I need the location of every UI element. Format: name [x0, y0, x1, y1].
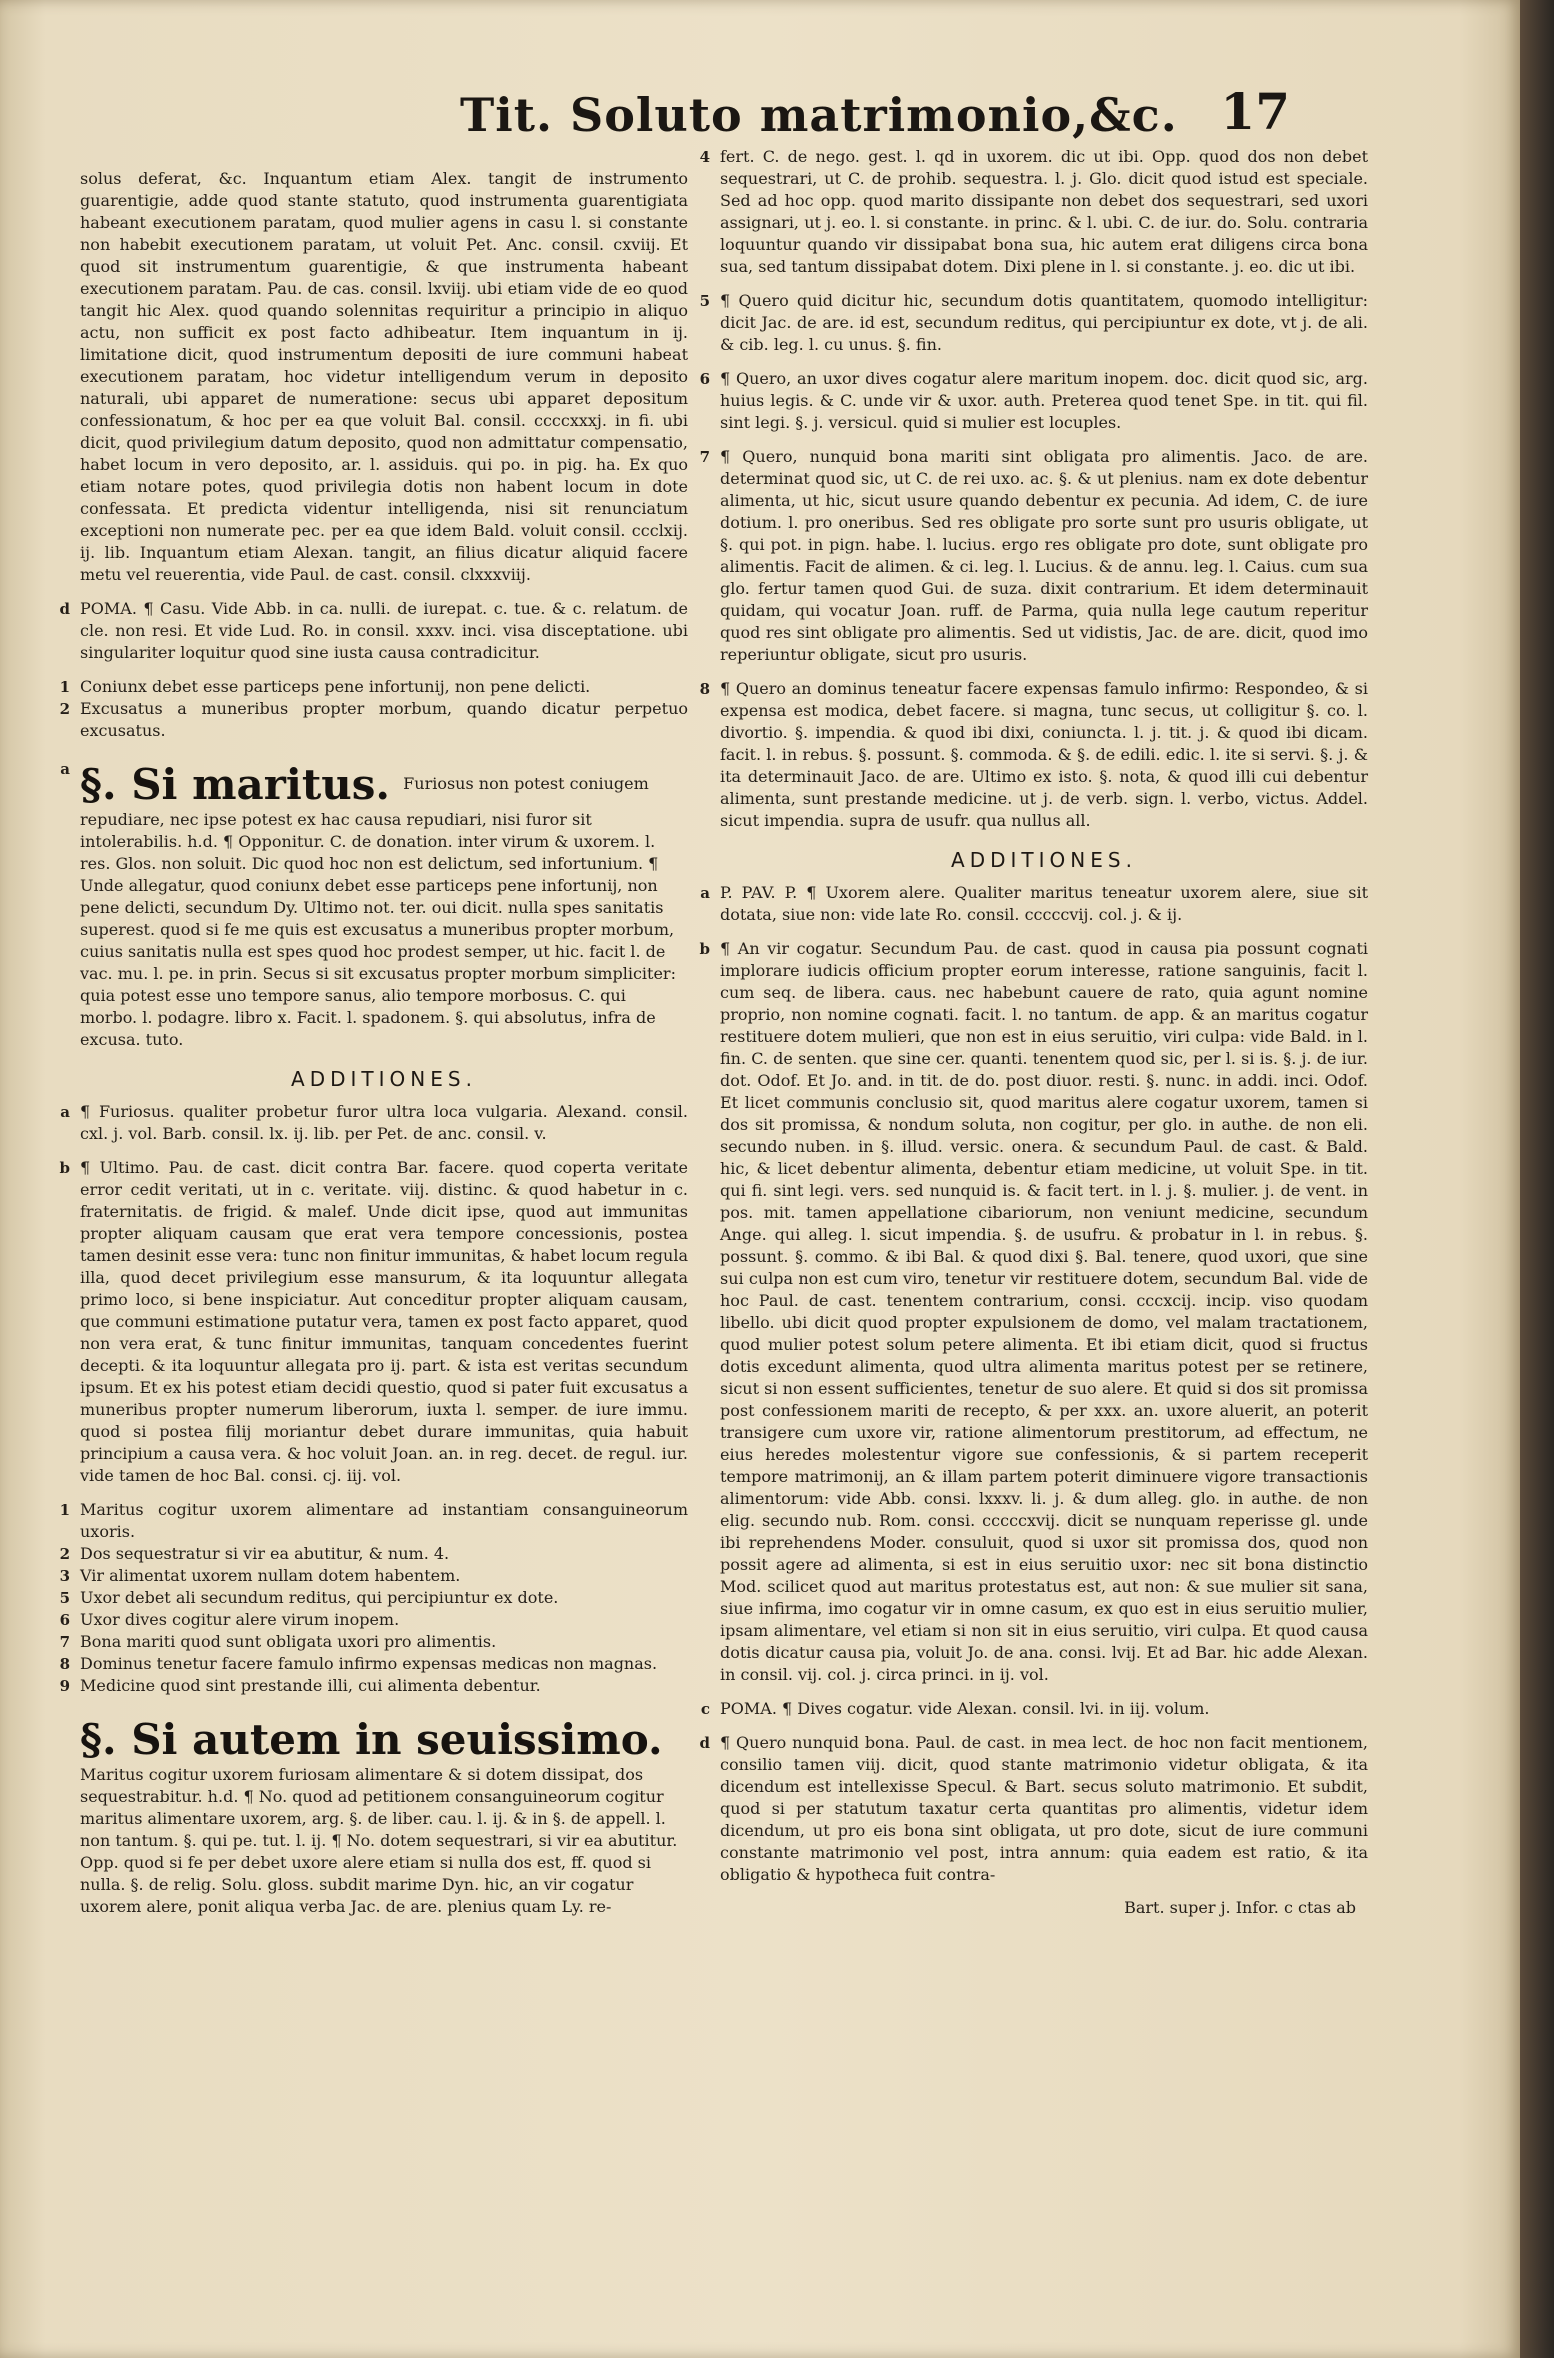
summary-item: 8 Dominus tenetur facere famulo infirmo expensas medicas non magnas. — [59, 1654, 658, 1673]
summary-item: 2 Dos sequestratur si vir ea abutitur, & num. 4. — [59, 1544, 450, 1563]
section-text: Furiosus non potest coniugem repudiare, nec ipse potest ex hac causa repudiari, nisi furor sit intolerabilis. h.d. ¶ Opponitur. C. de donation. inter virum & uxorem. l. res. Glos. non soluit. Dic quod hoc non est delictum, sed infortunium. ¶ Unde allegatur, quod coniunx debet esse particeps pene infortunij, non pene delicti, secundum Dy. Ultimo not. ter. oui dicit. nulla spes sanitatis superest. quod si fe me quis est excusatus a muneribus propter morbum, cuius sanitatis nulla est spes quod hoc prodest semper, ut hic. facit l. de vac. mu. l. pe. in prin. Secus si sit excusatus propter morbum simpliciter: quia potest esse uno tempore sanus, alio tempore morbosus. C. qui morbo. l. podagre. libro x. Facit. l. spadonem. §. qui absolutus, infra de excusa. tuto. — [80, 774, 676, 1049]
right-paragraph: 6 ¶ Quero, an uxor dives cogatur alere maritum inopem. doc. dicit quod sic, arg. huius legis. & C. unde vir & uxor. auth. Preterea quod tenet Spe. in tit. qui fil. sint legi. §. j. versicul. quid si mulier est locuples. — [699, 369, 1368, 432]
addition-item: b ¶ An vir cogatur. Secundum Pau. de cast. quod in causa pia possunt cognati implorare iudicis officium propter eorum interesse, ratione sanguinis, facit l. cum seq. de libera. caus. nec habebunt cauere de rato, quia agunt nomine proprio, non nomine cognati. facit. l. no tantum. de app. & an maritus cogatur restituere dotem mulieri, que non est in eius seruitio, viri culpa: vide Bald. in l. fin. C. de senten. que sine cer. quanti. tenentem quod sic, per l. si is. §. j. de iur. dot. Odof. Et Jo. and. in tit. de do. post diuor. resti. §. nunc. in addi. inci. Odof. Et licet communis conclusio sit, quod maritus alere cogatur uxorem, tamen si dos sit promissa, & nondum soluta, non cogitur, per glo. in authe. de non eli. secundo nuben. in §. illud. versic. onera. & secundum Paul. de cast. & Bald. hic, & licet debentur alimenta, debentur etiam medicine, ut voluit Spe. in tit. qui fi. sint legi. vers. sed nunquid is. & facit tert. in l. j. §. mulier. j. de vent. in pos. mit. tamen appellatione cibariorum, non veniunt medicine, secundum Ange. qui alleg. l. sicut impendia. §. de usufru. & probatur in l. in rebus. §. possunt. §. commo. & ibi Bal. & quod dixi §. Bal. tenere, quod uxori, que sine sui culpa non est cum viro, tenetur vir restituere dotem, secundum Bal. vide de hoc Paul. de cast. tenentem contrarium, consi. cccxcij. incip. viso quodam libello. ubi dicit quod propter expulsionem de domo, vel malam tractationem, quod mulier potest solum petere alimenta. Et ibi etiam dicit, quod si fructus dotis excedunt alimenta, quod ultra alimenta maritus potest per se retinere, sicut si non essent sufficientes, tenetur de suo alere. Et quid si dos sit promissa post confessionem mariti de recepto, & per xxx. an. uxore aluerit, an poterit transigere cum uxore vir, ratione alimentorum prestitorum, ad effectum, ne eius heredes molestentur vigore sue confessionis, & si partem receperit tempore matrimonij, an & illam partem poterit diminuere vigore transactionis alimentorum: vide Abb. consi. lxxxv. li. j. & dum alleg. glo. in authe. de non elig. secundo nub. Rom. consi. cccccxvij. dicit se nunquam reperisse gl. unde ibi reprehendens Moder. consuluit, quod si uxor sit promissa dos, quod non possit agere ad alimenta, si est in eius seruitio uxor: nec sit bona distinctio Mod. scilicet quod aut maritus protestatus est, aut non: & sue mulier sit sana, siue infirma, imo cogatur vir in omne casum, ex quo est in eius seruitio mulier, ipsam alimentare, vel etiam si non sit in eius seruitio, viri culpa. Et quod causa dotis dicatur causa pia, voluit Jo. de ana. consi. lvij. Et ad Bar. hic adde Alexan. in consil. vij. col. j. circa princi. in ij. vol. — [699, 939, 1368, 1684]
summary-item: 7 Bona mariti quod sunt obligata uxori pro alimentis. — [59, 1632, 497, 1651]
right-paragraph: 5 ¶ Quero quid dicitur hic, secundum dotis quantitatem, quomodo intelligitur: dicit Jac. de are. id est, secundum reditus, qui percipiuntur ex dote, vt j. de ali. & cib. leg. l. cu unus. §. fin. — [699, 291, 1368, 354]
catchword: Bart. super j. Infor. c ctas ab — [1124, 1898, 1356, 1917]
right-paragraph: 4 fert. C. de nego. gest. l. qd in uxorem. dic ut ibi. Opp. quod dos non debet sequestrari, ut C. de prohib. sequestra. l. j. Glo. dicit quod istud est speciale. Sed ad hoc opp. quod marito dissipante non debet dos sequestrari, sed uxori assignari, ut j. eo. l. si constante. in princ. & l. ubi. C. de iur. do. Solu. contraria loquuntur quando vir dissipabat bona sua, hic autem erat diligens circa bona sua, sed tantum dissipabat dotem. Dixi plene in l. si constante. j. eo. dic ut ibi. — [699, 147, 1368, 276]
folio-number: 17 — [1220, 82, 1290, 141]
addition-item: d ¶ Quero nunquid bona. Paul. de cast. in mea lect. de hoc non facit mentionem, consilio tamen viij. dicit, quod stante matrimonio videtur obligata, & ita dicendum est intellexisse Specul. & Bart. secus soluto matrimonio. Et subdit, quod si per statutum taxatur certa quantitas pro alimentis, videtur idem dicendum, ut pro eis bona sint obligata, ut pro dote, sicut de iure communi constante matrimonio vel post, intra annum: quia eadem est ratio, & ita obligatio & hypotheca fuit contra- — [699, 1733, 1368, 1884]
addition-item: a ¶ Furiosus. qualiter probetur furor ultra loca vulgaria. Alexand. consil. cxl. j. vol. Barb. consil. lx. ij. lib. per Pet. de anc. consil. v. — [60, 1102, 688, 1143]
addition-item: b ¶ Ultimo. Pau. de cast. dicit contra Bar. facere. quod coperta veritate error cedit veritati, ut in c. veritate. viij. distinc. & quod habetur in c. fraternitatis. de frigid. & malef. Unde dicit ipse, quod aut immunitas propter aliquam causam que erat vera tempore concessionis, postea tamen desinit esse vera: tunc non finitur immunitas, & habet locum regula illa, quod decet privilegium esse mansurum, & ita loquuntur allegata primo loco, si bene inspiciatur. Aut conceditur propter aliquam causam, que communi estimatione putatur vera, tamen ex post facto apparet, quod non vera erat, & tunc finitur immunitas, tanquam concedentes fuerint decepti. & ita loquuntur allegata pro ij. part. & ista est veritas secundum ipsum. Et ex his potest etiam decidi questio, quod si pater fuit excusatus a muneribus propter numerum liberorum, iuxta l. semper. de iure immu. quod si postea filij moriantur debet durare immunitas, quia habuit principium a causa vera. & hoc voluit Joan. an. in reg. decet. de regul. iur. vide tamen de hoc Bal. consi. cj. iij. vol. — [59, 1158, 688, 1485]
summary-item: 5 Uxor debet ali secundum reditus, qui percipiuntur ex dote. — [59, 1588, 559, 1607]
addition-item: a P. PAV. P. ¶ Uxorem alere. Qualiter maritus teneatur uxorem alere, siue sit dotata, siue non: vide late Ro. consil. cccccvij. col. j. & ij. — [700, 883, 1368, 924]
summary-list-2 — [59, 1499, 688, 1697]
left-poma-paragraph: d POMA. ¶ Casu. Vide Abb. in ca. nulli. de iurepat. c. tue. & c. relatum. de cle. non resi. Et vide Lud. Ro. in consil. xxxv. inci. visa disceptatione. ubi singulariter loquitur quod sine iusta causa contradicitur. — [80, 598, 688, 664]
running-title: Tit. Soluto matrimonio,&c. — [460, 88, 1178, 142]
book-edge — [1520, 0, 1554, 2358]
section-title: §. Si autem in seuissimo. — [80, 1715, 663, 1764]
summary-list-1 — [59, 676, 688, 742]
summary-item: 3 Vir alimentat uxorem nullam dotem habentem. — [59, 1566, 461, 1585]
left-intro-paragraph: solus deferat, &c. Inquantum etiam Alex. tangit de instrumento guarentigie, adde quod stante statuto, quod instrumenta guarentigiata habeant executionem paratam, quod mulier agens in casu l. si constante non habebit executionem paratam, ut voluit Pet. Anc. consil. cxviij. Et quod sit instrumentum guarentigie, & que instrumenta habeant executionem paratam. Pau. de cas. consil. lxviij. ubi etiam vide de eo quod tangit hic Alex. quod quando solennitas requiritur a principio in aliquo actu, non sufficit ex post facto adhibeatur. Item inquantum in ij. limitatione dicit, quod instrumentum depositi de iure communi habeat executionem paratam, hoc videtur intelligendum verum in deposito naturali, ubi apparet de numeratione: secus ubi apparet depositum confessionatum, & hoc per ea que voluit Bal. consil. ccccxxxj. in fi. ubi dicit, quod privilegium datum deposito, quod non admittatur compensatio, habet locum in vero deposito, ar. l. assiduis. qui po. in pig. ha. Ex quo etiam notare potes, quod privilegia dotis non habent locum in dote confessata. Et predicta videntur intelligenda, nisi sit renunciatum exceptioni non numerate pec. per ea que idem Bald. voluit consil. ccclxij. ij. lib. Inquantum etiam Alexan. tangit, an filius dicatur aliquid facere metu vel reuerentia, vide Paul. de cast. consil. clxxxviij. — [80, 169, 688, 584]
summary-item: 1 Maritus cogitur uxorem alimentare ad instantiam consanguineorum uxoris. — [59, 1500, 688, 1541]
left-column — [59, 168, 688, 1924]
additions-heading: ADDITIONES. — [951, 848, 1137, 872]
margin-letter: d — [59, 600, 70, 618]
summary-item: 9 Medicine quod sint prestande illi, cui alimenta debentur. — [59, 1676, 541, 1695]
summary-item: 2 Excusatus a muneribus propter morbum, quando dicatur perpetuo excusatus. — [59, 699, 688, 740]
summary-item: 6 Uxor dives cogitur alere virum inopem. — [59, 1610, 400, 1629]
section-si-autem — [80, 1715, 688, 1918]
section-text: Maritus cogitur uxorem furiosam alimentare & si dotem dissipat, dos sequestrabitur. h.d. ¶ No. quod ad petitionem consanguineorum cogitur maritus alimentare uxorem, arg. §. de liber. cau. l. ij. & in §. de appell. l. non tantum. §. qui pe. tut. l. ij. ¶ No. dotem sequestrari, si vir ea abutitur. Opp. quod si fe per debet uxore alere etiam si nulla dos est, ff. quod si nulla. §. de relig. Solu. gloss. subdit marime Dyn. hic, an vir cogatur uxorem alere, ponit aliqua verba Jac. de are. plenius quam Ly. re- — [80, 1765, 678, 1916]
additions-heading: ADDITIONES. — [291, 1067, 477, 1091]
summary-item: 1 Coniunx debet esse particeps pene infortunij, non pene delicti. — [59, 677, 591, 696]
section-title: §. Si maritus. — [80, 760, 391, 809]
section-si-maritus: a §. Si maritus. Furiosus non potest coniugem repudiare, nec ipse potest ex hac causa repudiari, nisi furor sit intolerabilis. h.d. ¶ Opponitur. C. de donation. inter virum & uxorem. l. res. Glos. non soluit. Dic quod hoc non est delictum, sed infortunium. ¶ Unde allegatur, quod coniunx debet esse particeps pene infortunij, non pene delicti, secundum Dy. Ultimo not. ter. oui dicit. nulla spes sanitatis superest. quod si fe me quis est excusatus a muneribus propter morbum, cuius sanitatis nulla est spes quod hoc prodest semper, ut hic. facit l. de vac. mu. l. pe. in prin. Secus si sit excusatus propter morbum simpliciter: quia potest esse uno tempore sanus, alio tempore morbosus. C. qui morbo. l. podagre. libro x. Facit. l. spadonem. §. qui absolutus, infra de excusa. tuto. — [60, 760, 676, 1049]
right-paragraph: 7 ¶ Quero, nunquid bona mariti sint obligata pro alimentis. Jaco. de are. determinat quod sic, ut C. de rei uxo. ac. §. & ut plenius. nam ex dote debentur alimenta, ut hic, sicut usure quando debentur ex pecunia. Ad idem, C. de iure dotium. l. pro oneribus. Sed res obligate pro sorte sunt pro usuris obligate, ut §. qui pot. in pign. habe. l. lucius. ergo res obligate pro dote, sunt obligate pro alimentis. Facit de alimen. & ci. leg. l. Lucius. & de annu. leg. l. Caius. cum sua glo. fertur tamen quod Gui. de suza. dixit contrarium. Et idem determinauit quidam, qui vocatur Joan. ruff. de Parma, quia nulla lege cautum reperitur quod res sint obligate pro alimentis. Sed ut vidistis, Jac. de are. dicit, quod imo reperiuntur obligate, sicut pro usuris. — [699, 447, 1368, 664]
right-column — [699, 146, 1368, 1917]
right-paragraph: 8 ¶ Quero an dominus teneatur facere expensas famulo infirmo: Respondeo, & si expensa est modica, debet facere. si magna, tunc secus, ut colligitur §. co. l. divortio. §. impendia. & quod ibi dixi, coniuncta. l. j. tit. j. & quod ibi dicam. facit. l. in rebus. §. possunt. §. commoda. & §. de edili. edic. l. ite si servi. §. j. & ita determinauit Jaco. de are. Ultimo ex isto. §. nota, & quod illi cui debentur alimenta, sunt prestande medicine. ut j. de verb. sign. l. verbo, victus. Addel. sicut impendia. supra de usufr. qua nullus all. — [699, 679, 1368, 830]
addition-item: c POMA. ¶ Dives cogatur. vide Alexan. consil. lvi. in iij. volum. — [700, 1699, 1210, 1718]
